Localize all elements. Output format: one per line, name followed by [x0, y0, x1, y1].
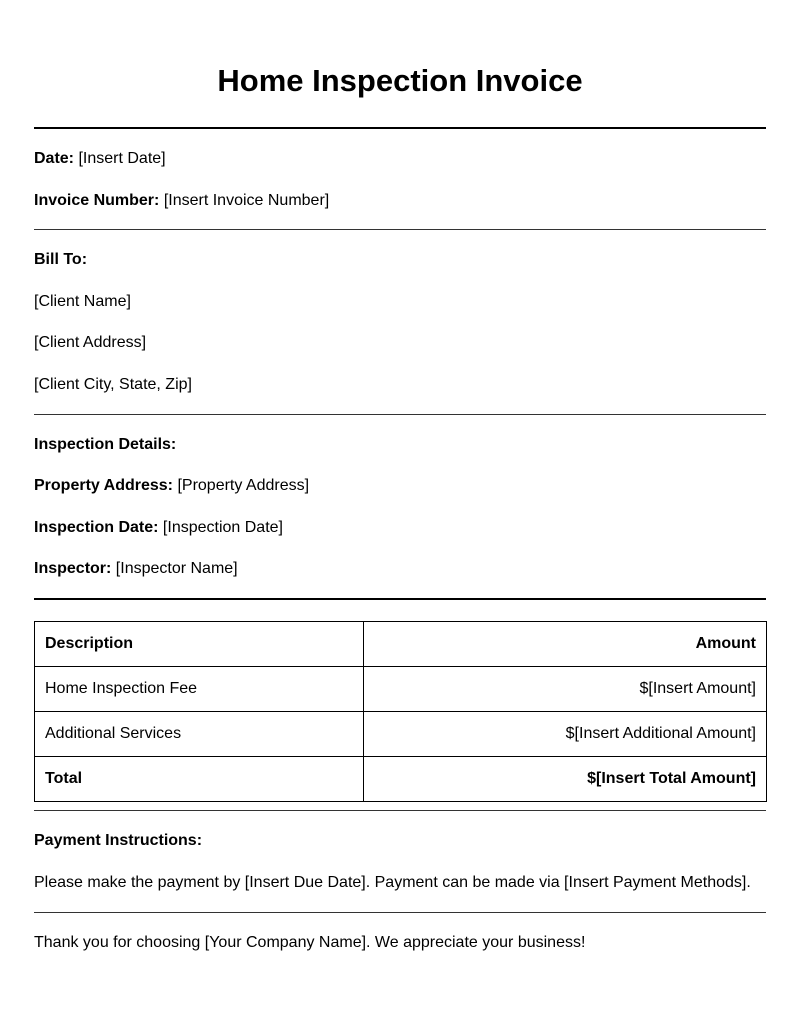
- bill-to-heading-text: Bill To:: [34, 251, 88, 268]
- payment-text: Please make the payment by [Insert Due Date]. Payment can be made via [Insert Payment Methods].: [34, 874, 751, 891]
- page-title: Home Inspection Invoice: [217, 63, 583, 98]
- row-amount: $[Insert Amount]: [364, 667, 767, 712]
- client-name: [Client Name]: [34, 293, 131, 310]
- invoice-number: [34, 191, 766, 211]
- row-description: Home Inspection Fee: [35, 667, 364, 712]
- invoice-page: [34, 0, 766, 953]
- invoice-date-label: Date:: [34, 150, 75, 167]
- row-description: Additional Services: [35, 712, 364, 757]
- payment-heading: [34, 831, 766, 851]
- row-amount: $[Insert Additional Amount]: [364, 712, 767, 757]
- invoice-date: [34, 149, 766, 169]
- inspection-date-value: [Inspection Date]: [162, 519, 283, 536]
- bill-to-heading: [34, 250, 766, 270]
- property-address-label: Property Address:: [34, 477, 173, 494]
- total-description: Total: [35, 757, 364, 802]
- invoice-number-label: Invoice Number:: [34, 192, 160, 209]
- invoice-date-value: [Insert Date]: [78, 150, 166, 167]
- property-address-value: [Property Address]: [177, 477, 310, 494]
- header-amount: Amount: [364, 622, 767, 667]
- payment-heading-text: Payment Instructions:: [34, 832, 203, 849]
- inspection-heading-text: Inspection Details:: [34, 436, 177, 453]
- property-address: [34, 476, 766, 496]
- thank-you-text: Thank you for choosing [Your Company Name]. We appreciate your business!: [34, 934, 586, 951]
- inspection-heading: [34, 435, 766, 455]
- table-header-row: [35, 622, 767, 667]
- inspector: [34, 559, 766, 579]
- header-description: Description: [35, 622, 364, 667]
- inspector-label: Inspector:: [34, 560, 112, 577]
- invoice-number-value: [Insert Invoice Number]: [163, 192, 330, 209]
- table-row: [35, 667, 767, 712]
- client-address: [Client Address]: [34, 334, 147, 351]
- inspection-date: [34, 518, 766, 538]
- total-amount: $[Insert Total Amount]: [364, 757, 767, 802]
- line-items-table: [34, 621, 767, 802]
- table-row: [35, 712, 767, 757]
- table-total-row: [35, 757, 767, 802]
- client-city: [Client City, State, Zip]: [34, 376, 192, 393]
- inspector-value: [Inspector Name]: [115, 560, 238, 577]
- inspection-date-label: Inspection Date:: [34, 519, 159, 536]
